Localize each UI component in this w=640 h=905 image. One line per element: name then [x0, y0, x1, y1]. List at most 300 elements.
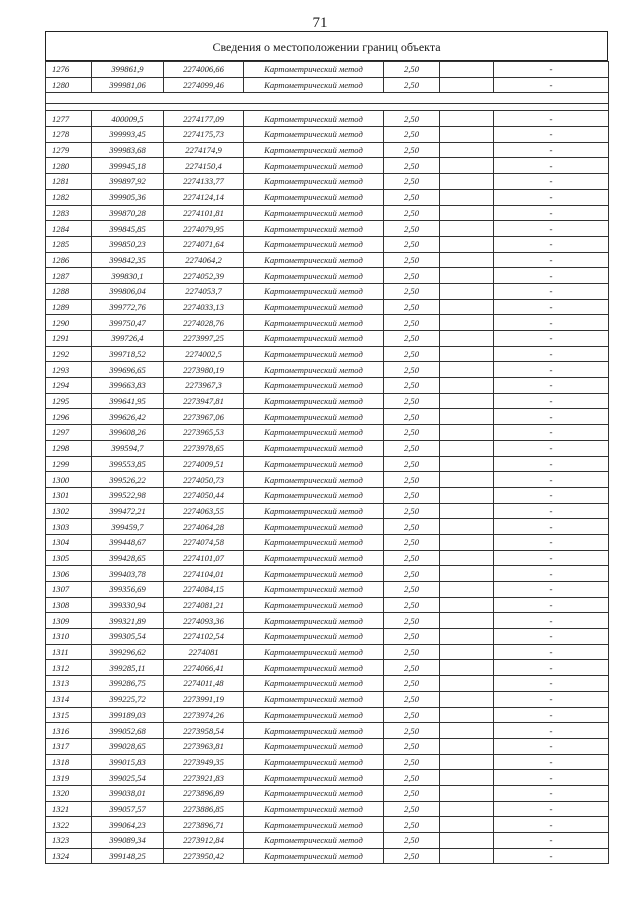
description-cell — [440, 770, 494, 786]
coord-x-cell: 399830,1 — [92, 268, 164, 284]
description-cell — [440, 472, 494, 488]
coord-y-cell: 2273958,54 — [164, 723, 244, 739]
point-number-cell: 1322 — [46, 817, 92, 833]
method-cell: Картометрический метод — [244, 676, 384, 692]
accuracy-cell: 2,50 — [384, 833, 440, 849]
method-cell: Картометрический метод — [244, 519, 384, 535]
method-cell: Картометрический метод — [244, 315, 384, 331]
point-number-cell: 1291 — [46, 331, 92, 347]
accuracy-cell: 2,50 — [384, 801, 440, 817]
point-number-cell: 1318 — [46, 754, 92, 770]
table-row — [46, 409, 609, 425]
accuracy-cell: 2,50 — [384, 158, 440, 174]
point-number-cell: 1292 — [46, 346, 92, 362]
method-cell: Картометрический метод — [244, 487, 384, 503]
coord-y-cell: 2274102,54 — [164, 629, 244, 645]
coord-x-cell: 399772,76 — [92, 299, 164, 315]
description-cell — [440, 613, 494, 629]
accuracy-cell: 2,50 — [384, 707, 440, 723]
coord-x-cell: 399330,94 — [92, 597, 164, 613]
extra-cell: - — [494, 283, 609, 299]
description-cell — [440, 331, 494, 347]
point-number-cell: 1306 — [46, 566, 92, 582]
boundary-table-sheet — [45, 31, 608, 864]
point-number-cell: 1321 — [46, 801, 92, 817]
extra-cell: - — [494, 205, 609, 221]
coord-y-cell: 2274177,09 — [164, 111, 244, 127]
extra-cell: - — [494, 77, 609, 93]
table-row — [46, 644, 609, 660]
table-row — [46, 62, 609, 78]
extra-cell: - — [494, 393, 609, 409]
coord-y-cell: 2273896,89 — [164, 785, 244, 801]
table-row — [46, 425, 609, 441]
point-number-cell: 1300 — [46, 472, 92, 488]
table-row — [46, 205, 609, 221]
point-number-cell: 1279 — [46, 142, 92, 158]
table-row — [46, 534, 609, 550]
description-cell — [440, 582, 494, 598]
table-row — [46, 738, 609, 754]
method-cell: Картометрический метод — [244, 738, 384, 754]
accuracy-cell: 2,50 — [384, 597, 440, 613]
coord-y-cell: 2273912,84 — [164, 833, 244, 849]
table-row — [46, 393, 609, 409]
method-cell: Картометрический метод — [244, 456, 384, 472]
accuracy-cell: 2,50 — [384, 503, 440, 519]
accuracy-cell: 2,50 — [384, 299, 440, 315]
coord-x-cell: 399428,65 — [92, 550, 164, 566]
description-cell — [440, 158, 494, 174]
extra-cell: - — [494, 425, 609, 441]
extra-cell: - — [494, 487, 609, 503]
description-cell — [440, 676, 494, 692]
method-cell: Картометрический метод — [244, 472, 384, 488]
accuracy-cell: 2,50 — [384, 315, 440, 331]
coord-y-cell: 2274050,44 — [164, 487, 244, 503]
coord-y-cell: 2274064,2 — [164, 252, 244, 268]
accuracy-cell: 2,50 — [384, 283, 440, 299]
coord-x-cell: 399526,22 — [92, 472, 164, 488]
extra-cell: - — [494, 676, 609, 692]
extra-cell: - — [494, 691, 609, 707]
coord-x-cell: 399870,28 — [92, 205, 164, 221]
point-number-cell: 1290 — [46, 315, 92, 331]
table-row — [46, 174, 609, 190]
method-cell: Картометрический метод — [244, 127, 384, 143]
extra-cell: - — [494, 754, 609, 770]
coord-y-cell: 2274104,01 — [164, 566, 244, 582]
coord-y-cell: 2273991,19 — [164, 691, 244, 707]
table-body-top — [46, 62, 609, 93]
coord-y-cell: 2274052,39 — [164, 268, 244, 284]
method-cell: Картометрический метод — [244, 142, 384, 158]
coord-x-cell: 399296,62 — [92, 644, 164, 660]
method-cell: Картометрический метод — [244, 770, 384, 786]
extra-cell: - — [494, 299, 609, 315]
coord-x-cell: 399718,52 — [92, 346, 164, 362]
point-number-cell: 1309 — [46, 613, 92, 629]
table-row — [46, 676, 609, 692]
extra-cell: - — [494, 660, 609, 676]
accuracy-cell: 2,50 — [384, 331, 440, 347]
description-cell — [440, 660, 494, 676]
extra-cell: - — [494, 503, 609, 519]
extra-cell: - — [494, 566, 609, 582]
point-number-cell: 1307 — [46, 582, 92, 598]
extra-cell: - — [494, 440, 609, 456]
extra-cell: - — [494, 785, 609, 801]
extra-cell: - — [494, 252, 609, 268]
coord-y-cell: 2274066,41 — [164, 660, 244, 676]
accuracy-cell: 2,50 — [384, 550, 440, 566]
description-cell — [440, 629, 494, 645]
extra-cell: - — [494, 801, 609, 817]
coord-y-cell: 2273967,3 — [164, 378, 244, 394]
method-cell: Картометрический метод — [244, 425, 384, 441]
accuracy-cell: 2,50 — [384, 252, 440, 268]
coord-x-cell: 399472,21 — [92, 503, 164, 519]
coord-x-cell: 399861,9 — [92, 62, 164, 78]
method-cell: Картометрический метод — [244, 189, 384, 205]
point-number-cell: 1320 — [46, 785, 92, 801]
method-cell: Картометрический метод — [244, 252, 384, 268]
description-cell — [440, 62, 494, 78]
table-row — [46, 189, 609, 205]
description-cell — [440, 77, 494, 93]
point-number-cell: 1319 — [46, 770, 92, 786]
coord-y-cell: 2274084,15 — [164, 582, 244, 598]
coord-x-cell: 399286,75 — [92, 676, 164, 692]
method-cell: Картометрический метод — [244, 346, 384, 362]
table-gap — [46, 93, 609, 111]
accuracy-cell: 2,50 — [384, 236, 440, 252]
description-cell — [440, 644, 494, 660]
method-cell: Картометрический метод — [244, 550, 384, 566]
coord-x-cell: 400009,5 — [92, 111, 164, 127]
extra-cell: - — [494, 550, 609, 566]
table-row — [46, 785, 609, 801]
description-cell — [440, 440, 494, 456]
description-cell — [440, 691, 494, 707]
coord-y-cell: 2274011,48 — [164, 676, 244, 692]
accuracy-cell: 2,50 — [384, 629, 440, 645]
point-number-cell: 1315 — [46, 707, 92, 723]
table-row — [46, 833, 609, 849]
method-cell: Картометрический метод — [244, 566, 384, 582]
description-cell — [440, 848, 494, 864]
table-row — [46, 268, 609, 284]
method-cell: Картометрический метод — [244, 409, 384, 425]
table-row — [46, 660, 609, 676]
description-cell — [440, 785, 494, 801]
extra-cell: - — [494, 158, 609, 174]
coord-y-cell: 2274133,77 — [164, 174, 244, 190]
coord-y-cell: 2273950,42 — [164, 848, 244, 864]
coord-x-cell: 399189,03 — [92, 707, 164, 723]
coord-y-cell: 2273965,53 — [164, 425, 244, 441]
method-cell: Картометрический метод — [244, 785, 384, 801]
point-number-cell: 1298 — [46, 440, 92, 456]
extra-cell: - — [494, 534, 609, 550]
extra-cell: - — [494, 817, 609, 833]
table-row — [46, 519, 609, 535]
coord-x-cell: 399993,45 — [92, 127, 164, 143]
extra-cell: - — [494, 127, 609, 143]
coord-x-cell: 399522,98 — [92, 487, 164, 503]
accuracy-cell: 2,50 — [384, 487, 440, 503]
table-row — [46, 236, 609, 252]
coord-x-cell: 399052,68 — [92, 723, 164, 739]
accuracy-cell: 2,50 — [384, 440, 440, 456]
coord-y-cell: 2273886,85 — [164, 801, 244, 817]
coord-x-cell: 399945,18 — [92, 158, 164, 174]
point-number-cell: 1287 — [46, 268, 92, 284]
coord-x-cell: 399459,7 — [92, 519, 164, 535]
coord-y-cell: 2274064,28 — [164, 519, 244, 535]
point-number-cell: 1301 — [46, 487, 92, 503]
extra-cell: - — [494, 770, 609, 786]
description-cell — [440, 283, 494, 299]
table-row — [46, 111, 609, 127]
table-row — [46, 221, 609, 237]
point-number-cell: 1284 — [46, 221, 92, 237]
description-cell — [440, 566, 494, 582]
method-cell: Картометрический метод — [244, 707, 384, 723]
description-cell — [440, 550, 494, 566]
description-cell — [440, 111, 494, 127]
coord-y-cell: 2273980,19 — [164, 362, 244, 378]
extra-cell: - — [494, 848, 609, 864]
table-row — [46, 362, 609, 378]
description-cell — [440, 833, 494, 849]
extra-cell: - — [494, 707, 609, 723]
point-number-cell: 1314 — [46, 691, 92, 707]
coord-y-cell: 2274028,76 — [164, 315, 244, 331]
method-cell: Картометрический метод — [244, 393, 384, 409]
point-number-cell: 1278 — [46, 127, 92, 143]
description-cell — [440, 487, 494, 503]
point-number-cell: 1304 — [46, 534, 92, 550]
point-number-cell: 1280 — [46, 77, 92, 93]
extra-cell: - — [494, 362, 609, 378]
coord-x-cell: 399025,54 — [92, 770, 164, 786]
method-cell: Картометрический метод — [244, 221, 384, 237]
coord-y-cell: 2274053,7 — [164, 283, 244, 299]
method-cell: Картометрический метод — [244, 582, 384, 598]
accuracy-cell: 2,50 — [384, 770, 440, 786]
description-cell — [440, 723, 494, 739]
coord-x-cell: 399663,83 — [92, 378, 164, 394]
coord-y-cell: 2274050,73 — [164, 472, 244, 488]
extra-cell: - — [494, 644, 609, 660]
coord-y-cell: 2274081 — [164, 644, 244, 660]
coord-x-cell: 399696,65 — [92, 362, 164, 378]
method-cell: Картометрический метод — [244, 111, 384, 127]
table-row — [46, 315, 609, 331]
point-number-cell: 1294 — [46, 378, 92, 394]
description-cell — [440, 189, 494, 205]
point-number-cell: 1311 — [46, 644, 92, 660]
coord-y-cell: 2274101,07 — [164, 550, 244, 566]
extra-cell: - — [494, 597, 609, 613]
coord-y-cell: 2274033,13 — [164, 299, 244, 315]
point-number-cell: 1277 — [46, 111, 92, 127]
extra-cell: - — [494, 174, 609, 190]
accuracy-cell: 2,50 — [384, 409, 440, 425]
point-number-cell: 1308 — [46, 597, 92, 613]
table-row — [46, 550, 609, 566]
coord-y-cell: 2273896,71 — [164, 817, 244, 833]
point-number-cell: 1312 — [46, 660, 92, 676]
point-number-cell: 1286 — [46, 252, 92, 268]
table-body-main — [46, 111, 609, 864]
method-cell: Картометрический метод — [244, 503, 384, 519]
point-number-cell: 1323 — [46, 833, 92, 849]
coord-x-cell: 399064,23 — [92, 817, 164, 833]
description-cell — [440, 801, 494, 817]
table-row — [46, 707, 609, 723]
coord-y-cell: 2274002,5 — [164, 346, 244, 362]
coord-x-cell: 399403,78 — [92, 566, 164, 582]
coord-y-cell: 2274006,66 — [164, 62, 244, 78]
coord-x-cell: 399148,25 — [92, 848, 164, 864]
coord-y-cell: 2274150,4 — [164, 158, 244, 174]
method-cell: Картометрический метод — [244, 268, 384, 284]
description-cell — [440, 142, 494, 158]
coord-x-cell: 399285,11 — [92, 660, 164, 676]
point-number-cell: 1297 — [46, 425, 92, 441]
coord-y-cell: 2274081,21 — [164, 597, 244, 613]
description-cell — [440, 315, 494, 331]
coord-y-cell: 2273967,06 — [164, 409, 244, 425]
description-cell — [440, 362, 494, 378]
table-row — [46, 848, 609, 864]
accuracy-cell: 2,50 — [384, 754, 440, 770]
coord-x-cell: 399897,92 — [92, 174, 164, 190]
method-cell: Картометрический метод — [244, 174, 384, 190]
description-cell — [440, 534, 494, 550]
coord-y-cell: 2273963,81 — [164, 738, 244, 754]
table-row — [46, 597, 609, 613]
table-row — [46, 691, 609, 707]
accuracy-cell: 2,50 — [384, 613, 440, 629]
accuracy-cell: 2,50 — [384, 189, 440, 205]
coord-x-cell: 399057,57 — [92, 801, 164, 817]
extra-cell: - — [494, 378, 609, 394]
point-number-cell: 1305 — [46, 550, 92, 566]
table-row — [46, 299, 609, 315]
description-cell — [440, 299, 494, 315]
extra-cell: - — [494, 189, 609, 205]
table-row — [46, 77, 609, 93]
accuracy-cell: 2,50 — [384, 425, 440, 441]
method-cell: Картометрический метод — [244, 597, 384, 613]
point-number-cell: 1302 — [46, 503, 92, 519]
accuracy-cell: 2,50 — [384, 534, 440, 550]
description-cell — [440, 754, 494, 770]
coord-y-cell: 2274093,36 — [164, 613, 244, 629]
coord-x-cell: 399015,83 — [92, 754, 164, 770]
method-cell: Картометрический метод — [244, 613, 384, 629]
extra-cell: - — [494, 723, 609, 739]
accuracy-cell: 2,50 — [384, 676, 440, 692]
coord-x-cell: 399726,4 — [92, 331, 164, 347]
accuracy-cell: 2,50 — [384, 848, 440, 864]
table-row — [46, 378, 609, 394]
point-number-cell: 1295 — [46, 393, 92, 409]
table-row — [46, 566, 609, 582]
accuracy-cell: 2,50 — [384, 456, 440, 472]
coord-x-cell: 399089,34 — [92, 833, 164, 849]
table-row — [46, 331, 609, 347]
extra-cell: - — [494, 456, 609, 472]
description-cell — [440, 252, 494, 268]
description-cell — [440, 738, 494, 754]
coord-y-cell: 2274174,9 — [164, 142, 244, 158]
point-number-cell: 1317 — [46, 738, 92, 754]
point-number-cell: 1313 — [46, 676, 92, 692]
accuracy-cell: 2,50 — [384, 519, 440, 535]
method-cell: Картометрический метод — [244, 691, 384, 707]
method-cell: Картометрический метод — [244, 644, 384, 660]
description-cell — [440, 503, 494, 519]
point-number-cell: 1281 — [46, 174, 92, 190]
coordinates-table — [45, 61, 609, 864]
accuracy-cell: 2,50 — [384, 660, 440, 676]
description-cell — [440, 268, 494, 284]
coord-y-cell: 2274074,58 — [164, 534, 244, 550]
point-number-cell: 1296 — [46, 409, 92, 425]
extra-cell: - — [494, 315, 609, 331]
coord-x-cell: 399806,04 — [92, 283, 164, 299]
extra-cell: - — [494, 62, 609, 78]
accuracy-cell: 2,50 — [384, 472, 440, 488]
table-row — [46, 582, 609, 598]
description-cell — [440, 346, 494, 362]
method-cell: Картометрический метод — [244, 848, 384, 864]
table-row — [46, 613, 609, 629]
coord-y-cell: 2274071,64 — [164, 236, 244, 252]
coord-x-cell: 399028,65 — [92, 738, 164, 754]
extra-cell: - — [494, 833, 609, 849]
description-cell — [440, 221, 494, 237]
coord-y-cell: 2274101,81 — [164, 205, 244, 221]
point-number-cell: 1285 — [46, 236, 92, 252]
extra-cell: - — [494, 409, 609, 425]
method-cell: Картометрический метод — [244, 77, 384, 93]
coord-x-cell: 399553,85 — [92, 456, 164, 472]
method-cell: Картометрический метод — [244, 833, 384, 849]
table-header-title: Сведения о местоположении границ объекта — [45, 31, 608, 61]
page-number: 71 — [312, 15, 328, 31]
coord-x-cell: 399225,72 — [92, 691, 164, 707]
table-row — [46, 283, 609, 299]
point-number-cell: 1324 — [46, 848, 92, 864]
accuracy-cell: 2,50 — [384, 566, 440, 582]
accuracy-cell: 2,50 — [384, 111, 440, 127]
table-row — [46, 503, 609, 519]
description-cell — [440, 236, 494, 252]
accuracy-cell: 2,50 — [384, 785, 440, 801]
coord-y-cell: 2274099,46 — [164, 77, 244, 93]
blank-row — [46, 104, 609, 111]
coord-y-cell: 2273974,26 — [164, 707, 244, 723]
method-cell: Картометрический метод — [244, 378, 384, 394]
accuracy-cell: 2,50 — [384, 644, 440, 660]
coord-y-cell: 2274063,55 — [164, 503, 244, 519]
accuracy-cell: 2,50 — [384, 378, 440, 394]
